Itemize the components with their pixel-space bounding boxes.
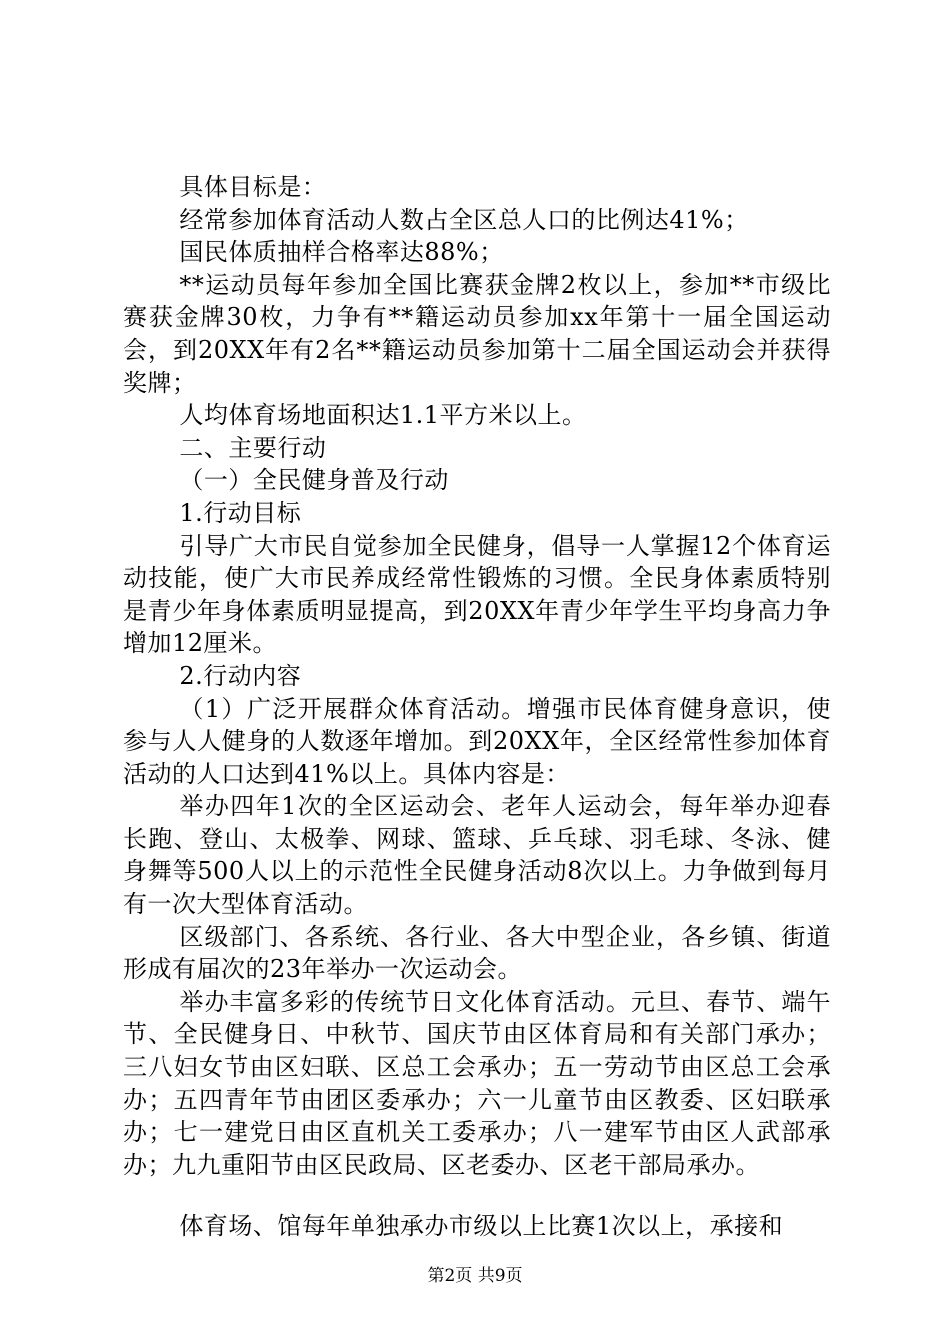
paragraph-venues: 体育场、馆每年单独承办市级以上比赛1次以上，承接和 [179,1212,784,1241]
section-heading-main-actions: 二、主要行动 [179,433,327,462]
paragraph-action-goals: 引导广大市民自觉参加全民健身，倡导一人掌握12个体育运动技能，使广大市民养成经常性锻炼的习惯。全民身体素质特别是青少年身体素质明显提高，到20XX年青少年学生平均身高力争增加12厘米。 [123,531,831,658]
paragraph-mass-sports: （1）广泛开展群众体育活动。增强市民体育健身意识，使参与人人健身的人数逐年增加。到20XX年，全区经常性参加体育活动的人口达到41%以上。具体内容是： [123,694,831,788]
page-number: 第2页 共9页 [427,1266,523,1286]
heading-action-content: 2.行动内容 [179,661,302,690]
document-body [123,171,831,1243]
paragraph-festivals: 举办丰富多彩的传统节日文化体育活动。元旦、春节、端午节、全民健身日、中秋节、国庆节由区体育局和有关部门承办；三八妇女节由区妇联、区总工会承办；五一劳动节由区总工会承办；五四青年节由团区委承办；六一儿童节由区教委、区妇联承办；七一建党日由区直机关工委承办；八一建军节由区人武部承办；九九重阳节由区民政局、区老委办、区老干部局承办。 [123,987,831,1179]
paragraph-goal-area: 人均体育场地面积达1.1平方米以上。 [179,401,587,430]
subsection-heading-fitness-action: （一）全民健身普及行动 [179,466,449,495]
heading-action-goals: 1.行动目标 [179,498,302,527]
paragraph-sports-events: 举办四年1次的全区运动会、老年人运动会，每年举办迎春长跑、登山、太极拳、网球、篮球、乒乓球、羽毛球、冬泳、健身舞等500人以上的示范性全民健身活动8次以上。力争做到每月有一次大型体育活动。 [123,792,831,919]
paragraph-departments: 区级部门、各系统、各行业、各大中型企业，各乡镇、街道形成有届次的23年举办一次运动会。 [123,922,831,984]
paragraph-goal-athletes: **运动员每年参加全国比赛获金牌2枚以上，参加**市级比赛获金牌30枚，力争有**籍运动员参加xx年第十一届全国运动会，到20XX年有2名**籍运动员参加第十二届全国运动会并获得奖牌； [123,270,831,397]
paragraph-goal-fitness: 国民体质抽样合格率达88%； [179,238,504,267]
paragraph-specific-goals: 具体目标是： [179,173,327,201]
paragraph-goal-participation: 经常参加体育活动人数占全区总人口的比例达41%； [179,205,749,234]
page-footer [0,1265,950,1287]
